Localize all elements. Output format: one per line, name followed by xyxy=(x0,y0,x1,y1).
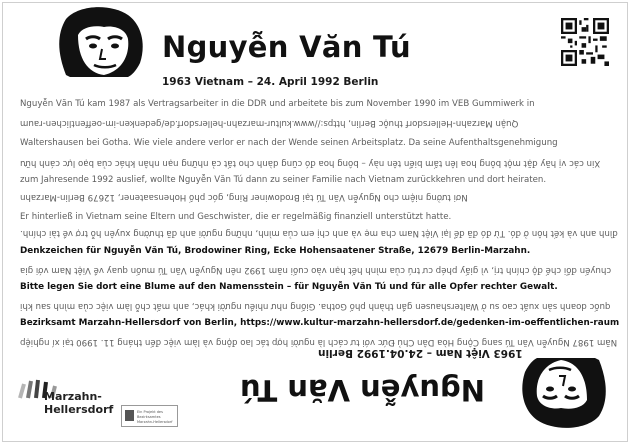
page-subtitle-flipped: 1963 Việt Nam – 24.04.1992 Berlin xyxy=(318,347,523,359)
text-line-de: Nguyễn Văn Tú kam 1987 als Vertragsarbeiter in die DDR und arbeitete bis zum November 1990 im VEB Gummiwerk in xyxy=(20,99,535,109)
logo-text: Marzahn- Hellersdorf xyxy=(44,390,114,416)
text-line-vi: đình anh và kết hôn ở đó. Từ đó đã để lại Việt Nam cha mẹ và anh chị em của mình, những người anh đã thường xuyên hỗ trợ về tài chính. xyxy=(20,228,618,238)
text-line-vi: Quận Marzahn-Hellersdorf thuộc Berlin, https://www.kultur-marzahn-hellersdorf.de/gedenken-im-oeffentlichen-raum xyxy=(20,118,519,128)
page-title-flipped: Nguyễn Văn Tú xyxy=(240,373,485,407)
text-line-vi: chuyến đổi chế độ chính trị, vì giấy phép cư trú của mình hết hạn vào cuối năm 1992 nên Nguyễn Văn Tú muốn quay về Việt Nam với gia xyxy=(20,265,612,275)
text-line-vi: Nơi tưởng niệm cho Nguyễn Văn Tú tại Brodowiner Ring, góc phố Hohensaatener, 12679 Berlin-Marzahn xyxy=(20,192,468,202)
text-line-de-bold: Denkzeichen für Nguyễn Văn Tú, Brodowiner Ring, Ecke Hohensaatener Straße, 12679 Berlin-Marzahn. xyxy=(20,246,531,256)
text-line-de-bold: Bitte legen Sie dort eine Blume auf den Namensstein – für Nguyễn Văn Tú und für alle Opfer rechter Gewalt. xyxy=(20,282,558,292)
text-line-de: Waltershausen bei Gotha. Wie viele andere verlor er nach der Wende seinen Arbeitsplatz. Da seine Aufenthaltsgenehmigung xyxy=(20,138,558,148)
text-line-de: Er hinterließ in Vietnam seine Eltern und Geschwister, die er regelmäßig finanziell unterstützt hatte. xyxy=(20,212,452,222)
portrait-image-flipped xyxy=(509,354,617,434)
page-subtitle: 1963 Vietnam – 24. April 1992 Berlin xyxy=(162,76,379,88)
page-title: Nguyễn Văn Tú xyxy=(162,30,411,64)
text-line-vi: quốc doanh sản xuất cao su ở Waltershausen gần thành phố Gotha. Giống như nhiều người khác, anh mất chỗ làm việc của mình sau khi xyxy=(20,301,611,311)
text-line-de-bold: Bezirksamt Marzahn-Hellersdorf von Berlin, https://www.kultur-marzahn-hellersdorf.de/gedenken-im-oeffentlichen-raum xyxy=(20,318,620,328)
badge-emblem-icon xyxy=(125,410,134,421)
text-line-de: zum Jahresende 1992 auslief, wollte Nguyễn Văn Tú dann zu seiner Familie nach Vietnam zurückkehren und dort heiraten. xyxy=(20,175,547,185)
text-line-vi: Năm 1987 Nguyễn Văn Tú sang Cộng Hòa Dân Chủ Đức với tư cách là người hợp tác lao động và làm việc đến tháng 11. 1990 tại xí nghiệp xyxy=(20,337,618,347)
qr-code-icon[interactable] xyxy=(561,18,609,66)
portrait-image xyxy=(48,5,156,77)
project-badge: Ein Projekt des Bezirksamtes Marzahn-Hellersdorf xyxy=(121,405,178,427)
text-line-vi: Xin các vị hãy đặt một bông hoa lên tấm biển tên này – bông hoa đó cũng dành cho tất cả những nạn nhân khác của bạo lực cánh hữu xyxy=(20,158,601,168)
